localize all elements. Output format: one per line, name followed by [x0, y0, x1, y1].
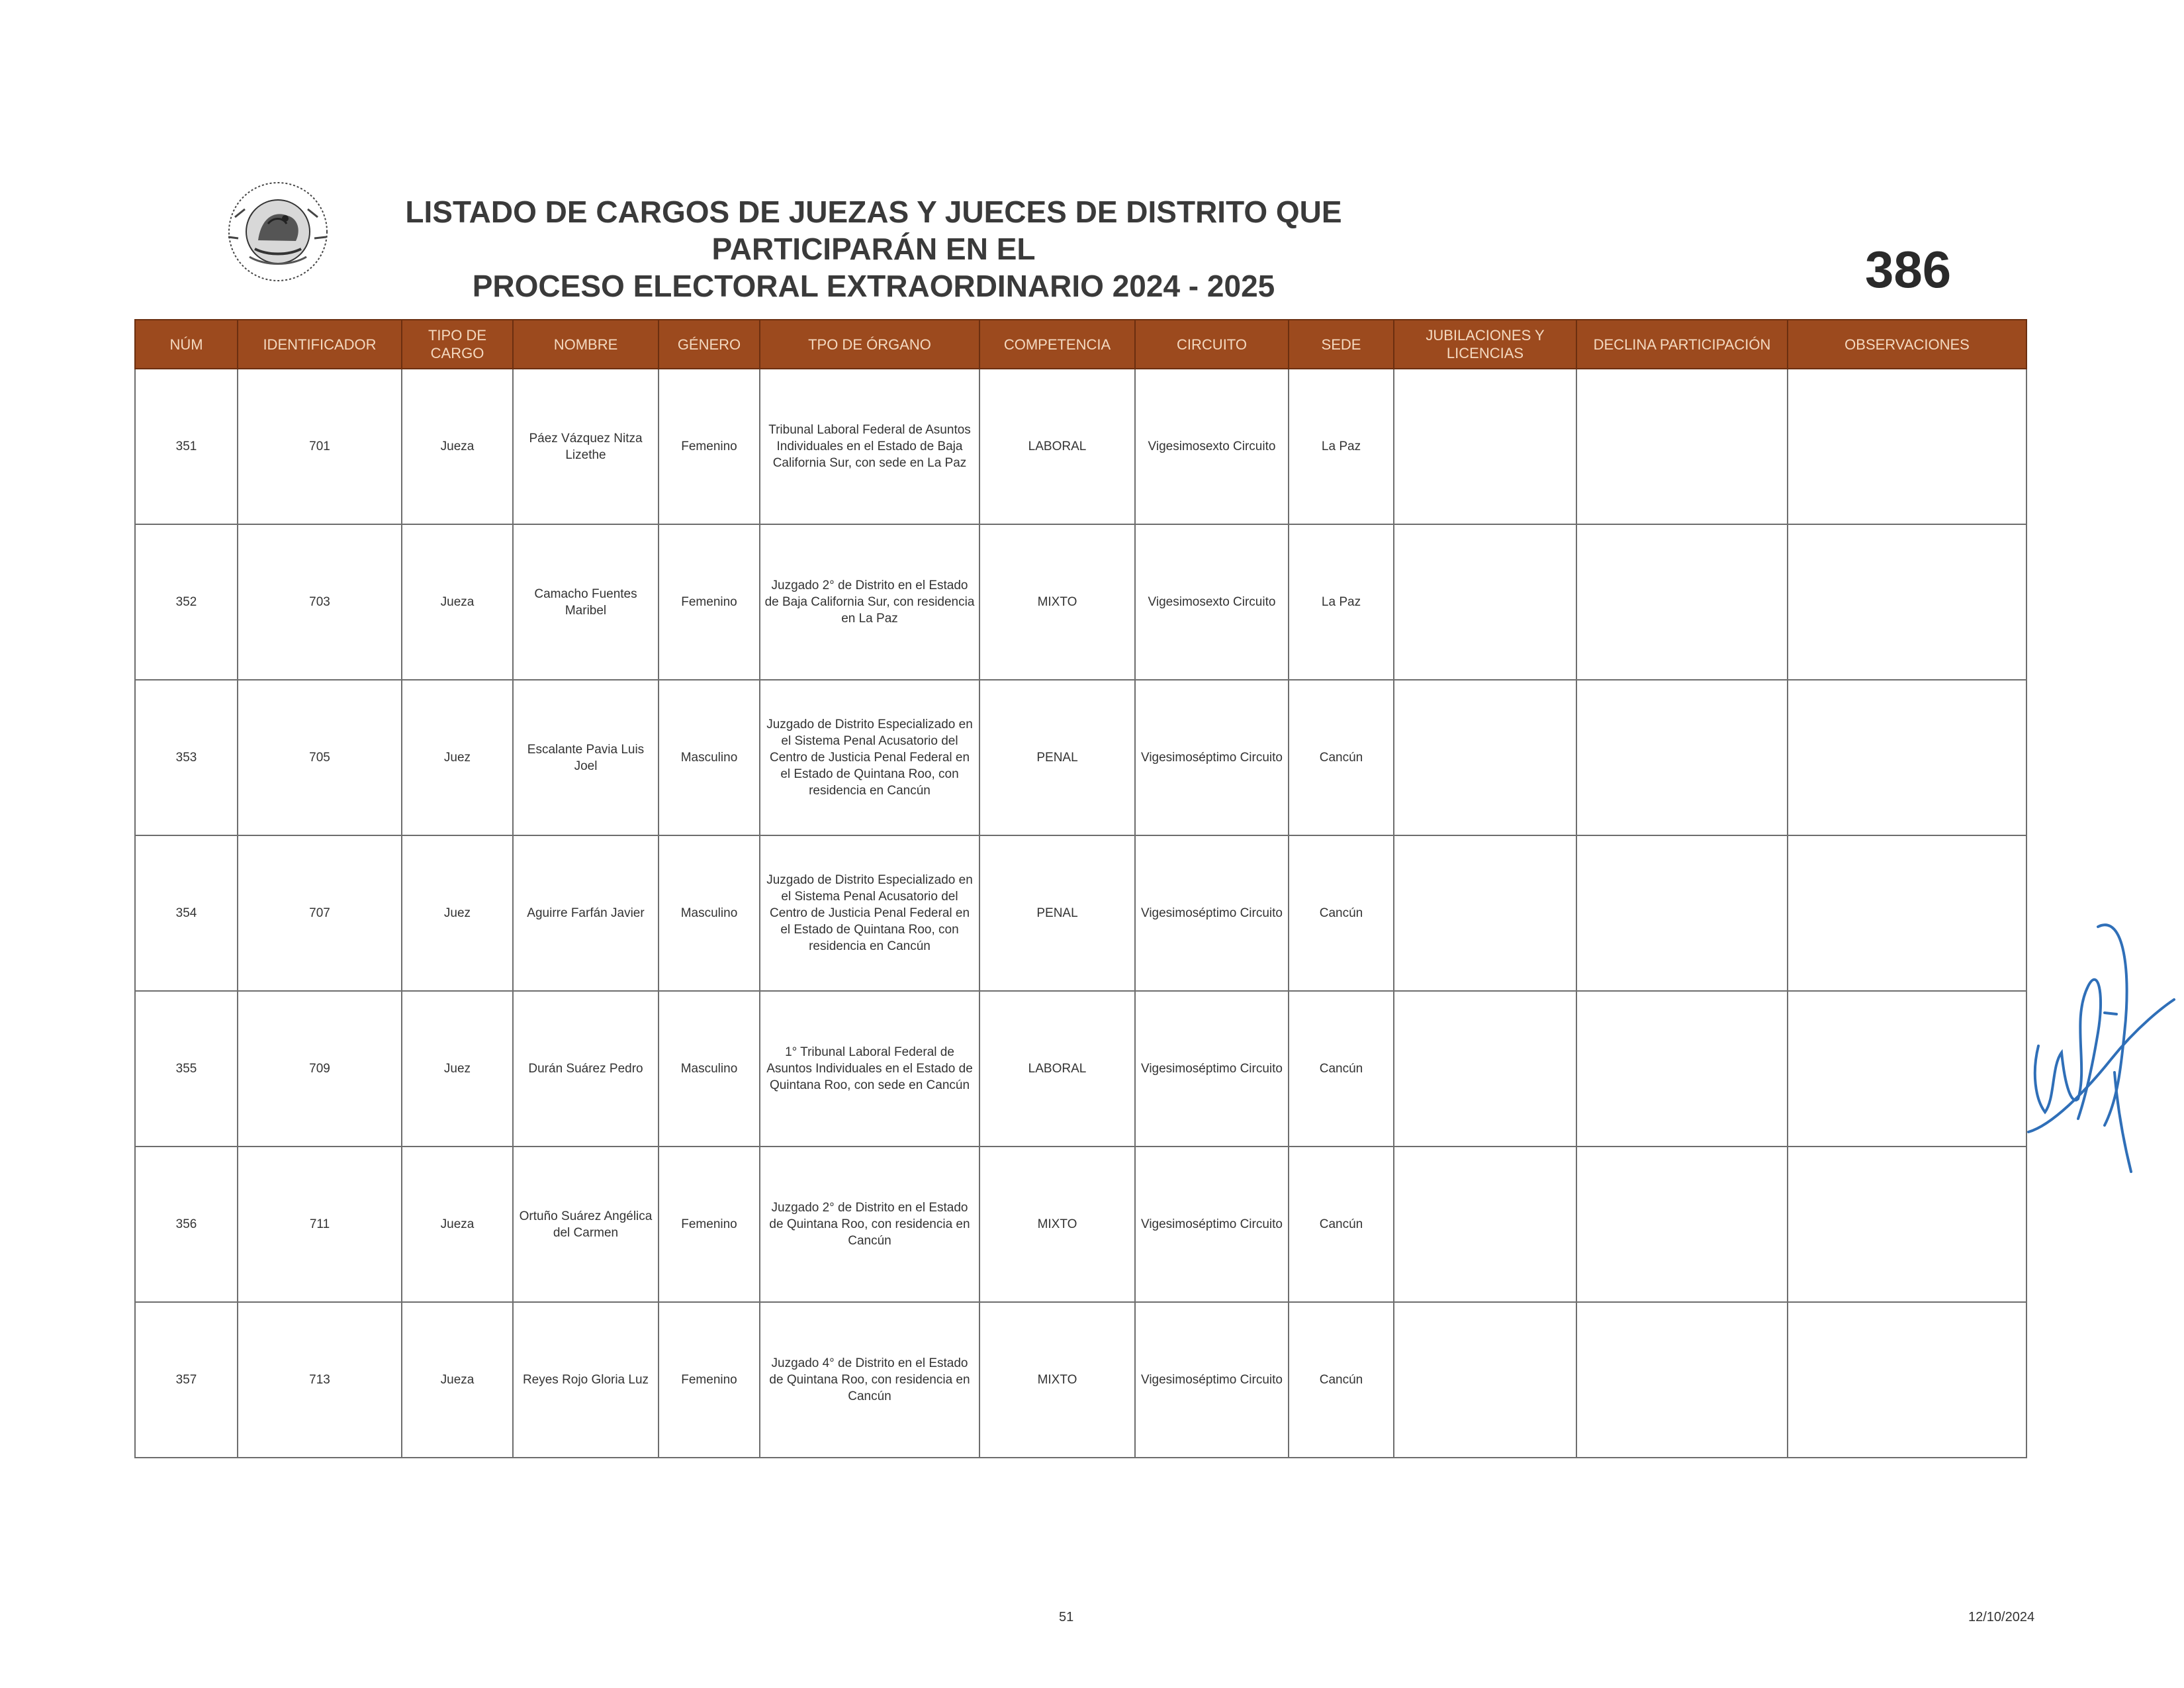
cell-tipo-de-organo: Juzgado de Distrito Especializado en el Sistema Penal Acusatorio del Centro de Justicia Penal Federal en el Estado de Quintana Roo, con residencia en Cancún — [760, 835, 979, 991]
header-identificador: IDENTIFICADOR — [238, 320, 402, 369]
cell-circuito: Vigesimosexto Circuito — [1135, 524, 1289, 680]
cell-declina — [1576, 524, 1788, 680]
cell-genero: Femenino — [659, 1147, 760, 1302]
cell-observaciones — [1788, 835, 2026, 991]
cell-circuito: Vigesimoséptimo Circuito — [1135, 991, 1289, 1147]
header-tipo-de-cargo: TIPO DE CARGO — [402, 320, 513, 369]
cell-identificador: 703 — [238, 524, 402, 680]
cell-observaciones — [1788, 1302, 2026, 1458]
cell-identificador: 707 — [238, 835, 402, 991]
table-row — [135, 369, 2026, 524]
cell-identificador: 709 — [238, 991, 402, 1147]
header-circuito: CIRCUITO — [1135, 320, 1289, 369]
cell-observaciones — [1788, 991, 2026, 1147]
cell-competencia: MIXTO — [979, 1302, 1135, 1458]
cell-competencia: LABORAL — [979, 369, 1135, 524]
cell-declina — [1576, 680, 1788, 835]
cell-tipo-de-organo: Juzgado de Distrito Especializado en el Sistema Penal Acusatorio del Centro de Justicia Penal Federal en el Estado de Quintana Roo, con residencia en Cancún — [760, 680, 979, 835]
header-observaciones: OBSERVACIONES — [1788, 320, 2026, 369]
cell-identificador: 701 — [238, 369, 402, 524]
cell-nombre: Reyes Rojo Gloria Luz — [513, 1302, 659, 1458]
cell-genero: Masculino — [659, 680, 760, 835]
cell-jubilaciones — [1394, 835, 1576, 991]
page-number: 51 — [1059, 1610, 1074, 1624]
cell-num: 352 — [135, 524, 238, 680]
cell-jubilaciones — [1394, 524, 1576, 680]
table-row — [135, 524, 2026, 680]
cell-circuito: Vigesimoséptimo Circuito — [1135, 680, 1289, 835]
cell-competencia: LABORAL — [979, 991, 1135, 1147]
header-competencia: COMPETENCIA — [979, 320, 1135, 369]
cell-observaciones — [1788, 369, 2026, 524]
cell-competencia: MIXTO — [979, 524, 1135, 680]
cell-tipo-de-cargo: Juez — [402, 835, 513, 991]
cell-num: 355 — [135, 991, 238, 1147]
cell-sede: Cancún — [1289, 991, 1394, 1147]
table-row — [135, 991, 2026, 1147]
cell-nombre: Durán Suárez Pedro — [513, 991, 659, 1147]
cell-num: 357 — [135, 1302, 238, 1458]
header-genero: GÉNERO — [659, 320, 760, 369]
cell-sede: La Paz — [1289, 369, 1394, 524]
title-line-1: LISTADO DE CARGOS DE JUEZAS Y JUECES DE DISTRITO QUE PARTICIPARÁN EN EL — [405, 195, 1342, 266]
cell-declina — [1576, 991, 1788, 1147]
cell-circuito: Vigesimoséptimo Circuito — [1135, 835, 1289, 991]
cell-genero: Femenino — [659, 369, 760, 524]
header-sede: SEDE — [1289, 320, 1394, 369]
title-line-2: PROCESO ELECTORAL EXTRAORDINARIO 2024 - 2025 — [472, 269, 1275, 303]
cell-nombre: Aguirre Farfán Javier — [513, 835, 659, 991]
cell-tipo-de-cargo: Juez — [402, 991, 513, 1147]
cell-observaciones — [1788, 524, 2026, 680]
header-declina: DECLINA PARTICIPACIÓN — [1576, 320, 1788, 369]
document-title — [371, 193, 1377, 305]
cell-circuito: Vigesimoséptimo Circuito — [1135, 1147, 1289, 1302]
header-tipo-de-organo: TPO DE ÓRGANO — [760, 320, 979, 369]
cell-tipo-de-cargo: Juez — [402, 680, 513, 835]
cell-jubilaciones — [1394, 1147, 1576, 1302]
cell-tipo-de-cargo: Jueza — [402, 1302, 513, 1458]
cell-tipo-de-organo: Juzgado 4° de Distrito en el Estado de Quintana Roo, con residencia en Cancún — [760, 1302, 979, 1458]
signature-icon — [2025, 900, 2177, 1185]
cell-sede: Cancún — [1289, 1147, 1394, 1302]
table-header-row — [135, 320, 2026, 369]
cell-declina — [1576, 1302, 1788, 1458]
cell-num: 351 — [135, 369, 238, 524]
cell-tipo-de-organo: Tribunal Laboral Federal de Asuntos Individuales en el Estado de Baja California Sur, con sede en La Paz — [760, 369, 979, 524]
header-jubilaciones: JUBILACIONES Y LICENCIAS — [1394, 320, 1576, 369]
cell-circuito: Vigesimoséptimo Circuito — [1135, 1302, 1289, 1458]
cell-observaciones — [1788, 680, 2026, 835]
cell-competencia: PENAL — [979, 680, 1135, 835]
table-row — [135, 1147, 2026, 1302]
cell-genero: Femenino — [659, 524, 760, 680]
cell-sede: La Paz — [1289, 524, 1394, 680]
cell-genero: Masculino — [659, 991, 760, 1147]
cell-sede: Cancún — [1289, 835, 1394, 991]
cell-jubilaciones — [1394, 680, 1576, 835]
header-num: NÚM — [135, 320, 238, 369]
cell-observaciones — [1788, 1147, 2026, 1302]
cell-identificador: 705 — [238, 680, 402, 835]
cargos-table — [134, 319, 2027, 1458]
senado-seal-icon — [208, 177, 347, 290]
cell-tipo-de-cargo: Jueza — [402, 524, 513, 680]
cell-nombre: Camacho Fuentes Maribel — [513, 524, 659, 680]
cell-genero: Femenino — [659, 1302, 760, 1458]
cell-declina — [1576, 369, 1788, 524]
cell-tipo-de-organo: Juzgado 2° de Distrito en el Estado de Baja California Sur, con residencia en La Paz — [760, 524, 979, 680]
cell-jubilaciones — [1394, 1302, 1576, 1458]
cell-nombre: Páez Vázquez Nitza Lizethe — [513, 369, 659, 524]
cell-identificador: 711 — [238, 1147, 402, 1302]
cell-jubilaciones — [1394, 991, 1576, 1147]
cell-num: 354 — [135, 835, 238, 991]
cell-num: 353 — [135, 680, 238, 835]
cell-jubilaciones — [1394, 369, 1576, 524]
cell-declina — [1576, 1147, 1788, 1302]
cell-tipo-de-cargo: Jueza — [402, 1147, 513, 1302]
cell-nombre: Ortuño Suárez Angélica del Carmen — [513, 1147, 659, 1302]
cell-tipo-de-cargo: Jueza — [402, 369, 513, 524]
cell-tipo-de-organo: 1° Tribunal Laboral Federal de Asuntos Individuales en el Estado de Quintana Roo, con sede en Cancún — [760, 991, 979, 1147]
cell-competencia: PENAL — [979, 835, 1135, 991]
cell-circuito: Vigesimosexto Circuito — [1135, 369, 1289, 524]
cell-sede: Cancún — [1289, 680, 1394, 835]
cell-genero: Masculino — [659, 835, 760, 991]
table-row — [135, 1302, 2026, 1458]
cell-competencia: MIXTO — [979, 1147, 1135, 1302]
stamp-number: 386 — [1865, 240, 1952, 299]
cell-declina — [1576, 835, 1788, 991]
document-date: 12/10/2024 — [1968, 1610, 2035, 1624]
cell-num: 356 — [135, 1147, 238, 1302]
cell-tipo-de-organo: Juzgado 2° de Distrito en el Estado de Quintana Roo, con residencia en Cancún — [760, 1147, 979, 1302]
cell-nombre: Escalante Pavia Luis Joel — [513, 680, 659, 835]
cell-sede: Cancún — [1289, 1302, 1394, 1458]
table-row — [135, 835, 2026, 991]
header-nombre: NOMBRE — [513, 320, 659, 369]
cell-identificador: 713 — [238, 1302, 402, 1458]
table-row — [135, 680, 2026, 835]
